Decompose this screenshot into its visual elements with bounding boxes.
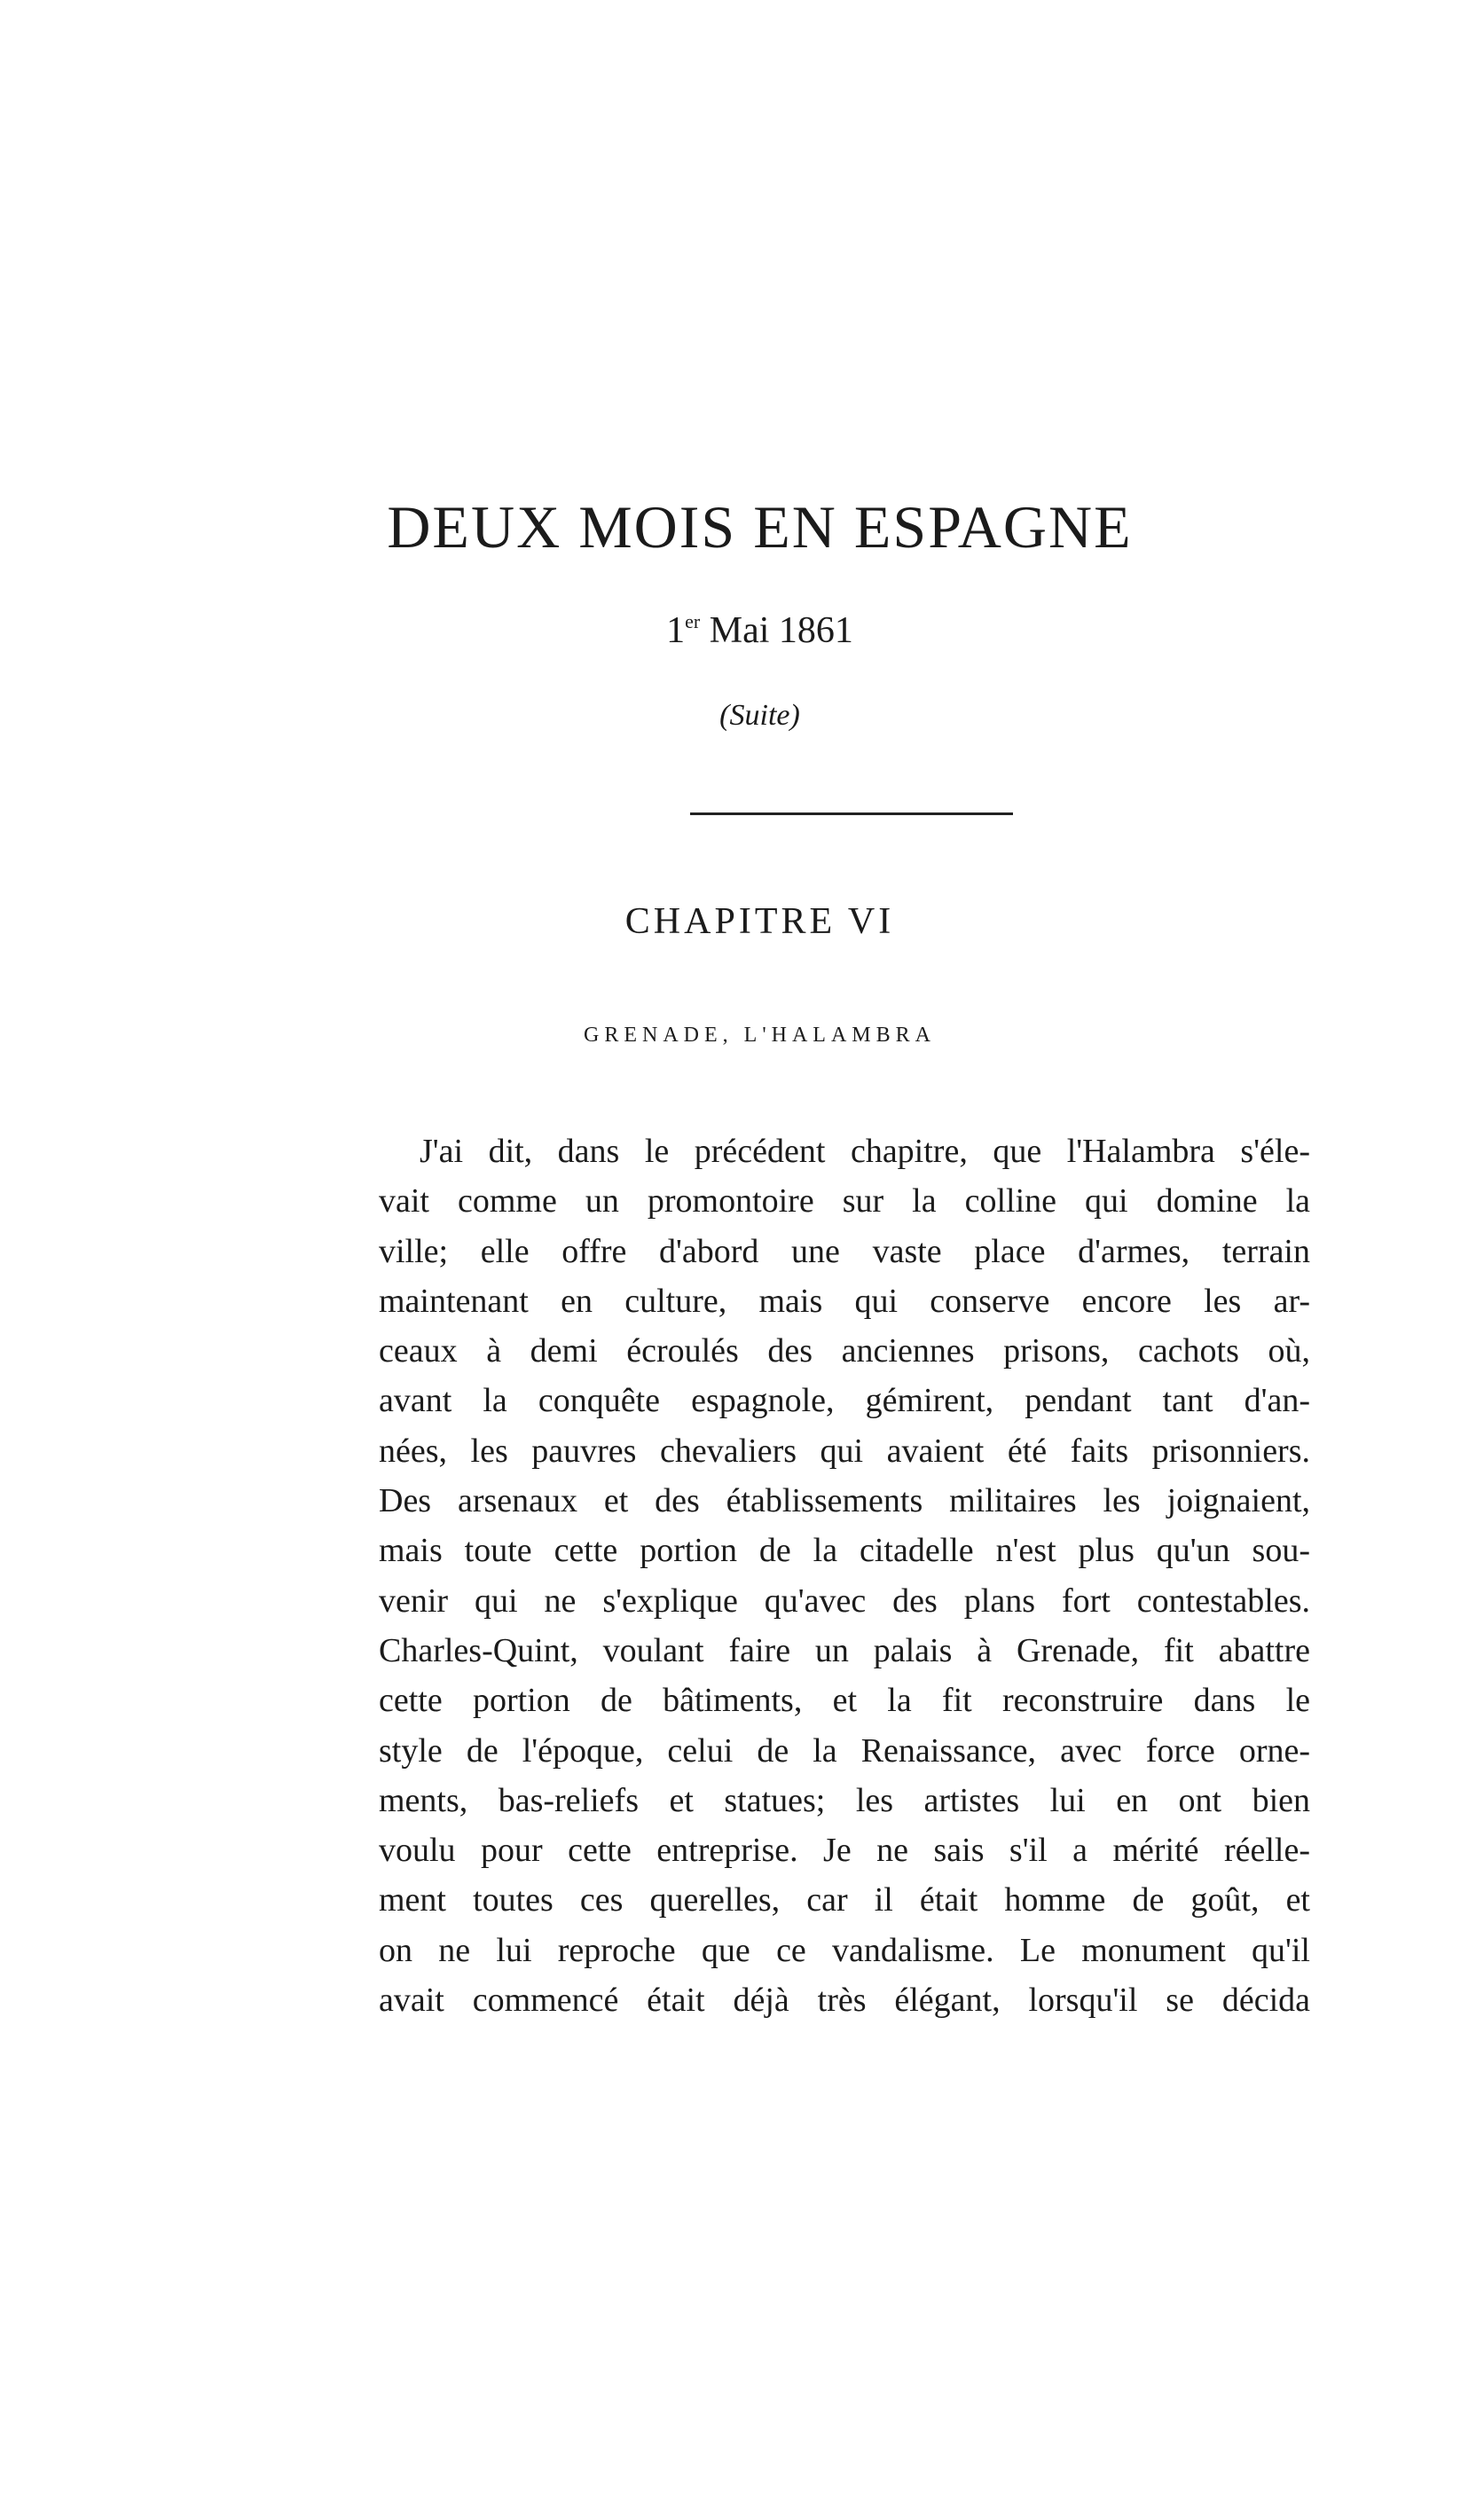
text-line: cette portion de bâtiments, et la fit reconstruire dans le <box>379 1682 1310 1720</box>
text-line: ville; elle offre d'abord une vaste place d'armes, terrain <box>379 1232 1310 1270</box>
date-month-year: Mai 1861 <box>709 610 853 651</box>
date-line <box>0 612 1484 649</box>
chapter-heading: CHAPITRE VI <box>624 901 895 942</box>
text-line: style de l'époque, celui de la Renaissance, avec force orne- <box>379 1731 1310 1770</box>
text-line: avant la conquête espagnole, gémirent, pendant tant d'an- <box>379 1382 1310 1420</box>
text-line: venir qui ne s'explique qu'avec des plans fort contestables. <box>379 1582 1310 1620</box>
text-line: ceaux à demi écroulés des anciennes prisons, cachots où, <box>379 1332 1310 1370</box>
chapter-subtitle: GRENADE, L'HALAMBRA <box>584 1024 936 1047</box>
text-line: ments, bas-reliefs et statues; les artistes lui en ont bien <box>379 1781 1310 1819</box>
text-line: mais toute cette portion de la citadelle n'est plus qu'un sou- <box>379 1532 1310 1570</box>
date-day: 1 <box>666 610 686 651</box>
text-line: Des arsenaux et des établissements militaires les joignaient, <box>379 1482 1310 1520</box>
text-line: Charles-Quint, voulant faire un palais à Grenade, fit abattre <box>379 1631 1310 1669</box>
text-line: maintenant en culture, mais qui conserve encore les ar- <box>379 1282 1310 1320</box>
text-line: voulu pour cette entreprise. Je ne sais s'il a mérité réelle- <box>379 1832 1310 1870</box>
text-line: vait comme un promontoire sur la colline qui domine la <box>379 1182 1310 1221</box>
text-line: ment toutes ces querelles, car il était homme de goût, et <box>379 1881 1310 1919</box>
text-line: avait commencé était déjà très élégant, lorsqu'il se décida <box>379 1982 1310 2020</box>
continued-label: (Suite) <box>719 699 800 732</box>
page-title: DEUX MOIS EN ESPAGNE <box>387 493 1133 561</box>
body-paragraph <box>379 1126 1310 2025</box>
section-divider <box>690 812 1013 815</box>
date-ordinal-suffix: er <box>685 610 701 632</box>
text-line: J'ai dit, dans le précédent chapitre, que l'Halambra s'éle- <box>420 1133 1310 1170</box>
text-line: on ne lui reproche que ce vandalisme. Le monument qu'il <box>379 1931 1310 1969</box>
text-line: nées, les pauvres chevaliers qui avaient été faits prisonniers. <box>379 1432 1310 1470</box>
